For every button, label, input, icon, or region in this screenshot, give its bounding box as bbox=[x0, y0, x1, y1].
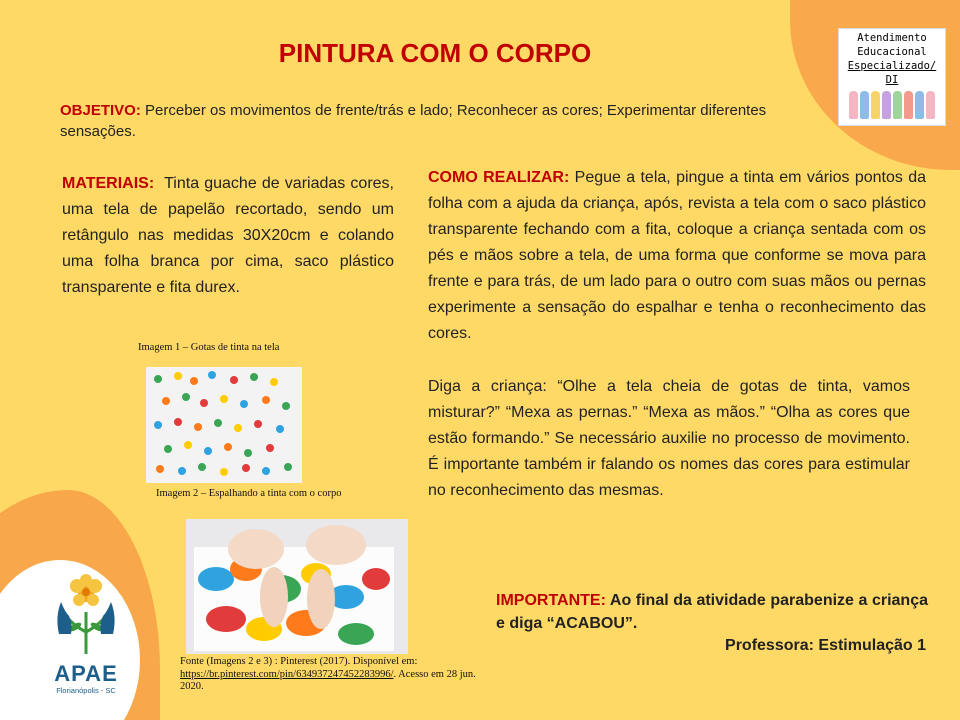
badge-line-1: Atendimento bbox=[857, 32, 927, 44]
materiais-paragraph bbox=[62, 171, 399, 301]
source-suffix: . Acesso em 28 jun. 2020. bbox=[180, 668, 476, 692]
badge-text bbox=[839, 29, 945, 87]
children-illustration bbox=[839, 91, 945, 119]
apae-flower-hands-icon bbox=[51, 572, 121, 654]
professora-signature: Professora: Estimulação 1 bbox=[725, 637, 926, 654]
paint-drops-image bbox=[146, 367, 302, 483]
diga-paragraph: Diga a criança: “Olhe a tela cheia de gotas de tinta, vamos misturar?” “Mexa as pernas.” “Mexa as mãos.” “Olha as cores que estão formando.” Se necessário auxilie no processo de movimento. É importante também ir falando os nomes das cores para estimular no reconhecimento das mesmas. bbox=[428, 378, 910, 499]
como-realizar-label: COMO REALIZAR: bbox=[428, 169, 570, 186]
importante-paragraph bbox=[496, 589, 928, 635]
source-prefix: Fonte (Imagens 2 e 3) : Pinterest (2017). Disponível em: bbox=[180, 656, 418, 667]
image1-caption: Imagem 1 – Gotas de tinta na tela bbox=[138, 342, 280, 353]
child-painting-image bbox=[186, 519, 408, 654]
como-realizar-text: Pegue a tela, pingue a tinta em vários pontos da folha com a ajuda da criança, após, revista a tela com o saco plástico transparente fechando com a fita, coloque a criança sentada com os pés e mãos sobre a tela, de uma forma que conforme se mova para frente e para trás, de um lado para o outro com suas mãos ou pernas experimente a sensação do espalhar e tenha o reconhecimento das cores. bbox=[428, 169, 926, 342]
objetivo-label: OBJETIVO: bbox=[60, 102, 141, 119]
importante-label: IMPORTANTE: bbox=[496, 592, 606, 609]
image2-caption: Imagem 2 – Espalhando a tinta com o corpo bbox=[156, 488, 342, 499]
materiais-label: MATERIAIS: bbox=[62, 175, 155, 192]
aee-badge bbox=[838, 28, 946, 126]
apae-wordmark: APAE bbox=[54, 661, 118, 686]
objetivo-text: Perceber os movimentos de frente/trás e lado; Reconhecer as cores; Experimentar diferentes sensações. bbox=[60, 102, 767, 140]
badge-line-3: Especializado/ DI bbox=[847, 60, 937, 86]
badge-line-2: Educacional bbox=[857, 46, 927, 58]
source-citation bbox=[180, 656, 500, 694]
objetivo-paragraph bbox=[60, 100, 800, 142]
materiais-text: Tinta guache de variadas cores, uma tela de papelão recortado, sendo um retângulo nas medidas 30X20cm e colando uma folha branca por cima, saco plástico transparente e fita durex. bbox=[62, 175, 399, 296]
apae-city: Florianópolis - SC bbox=[56, 686, 116, 695]
como-realizar-paragraph bbox=[428, 165, 926, 347]
page-title: PINTURA COM O CORPO bbox=[278, 38, 592, 68]
importante-text: Ao final da atividade parabenize a criança e diga “ACABOU”. bbox=[496, 592, 928, 632]
apae-logo bbox=[36, 572, 136, 712]
source-link[interactable]: https://br.pinterest.com/pin/634937247452283996/ bbox=[180, 668, 394, 680]
